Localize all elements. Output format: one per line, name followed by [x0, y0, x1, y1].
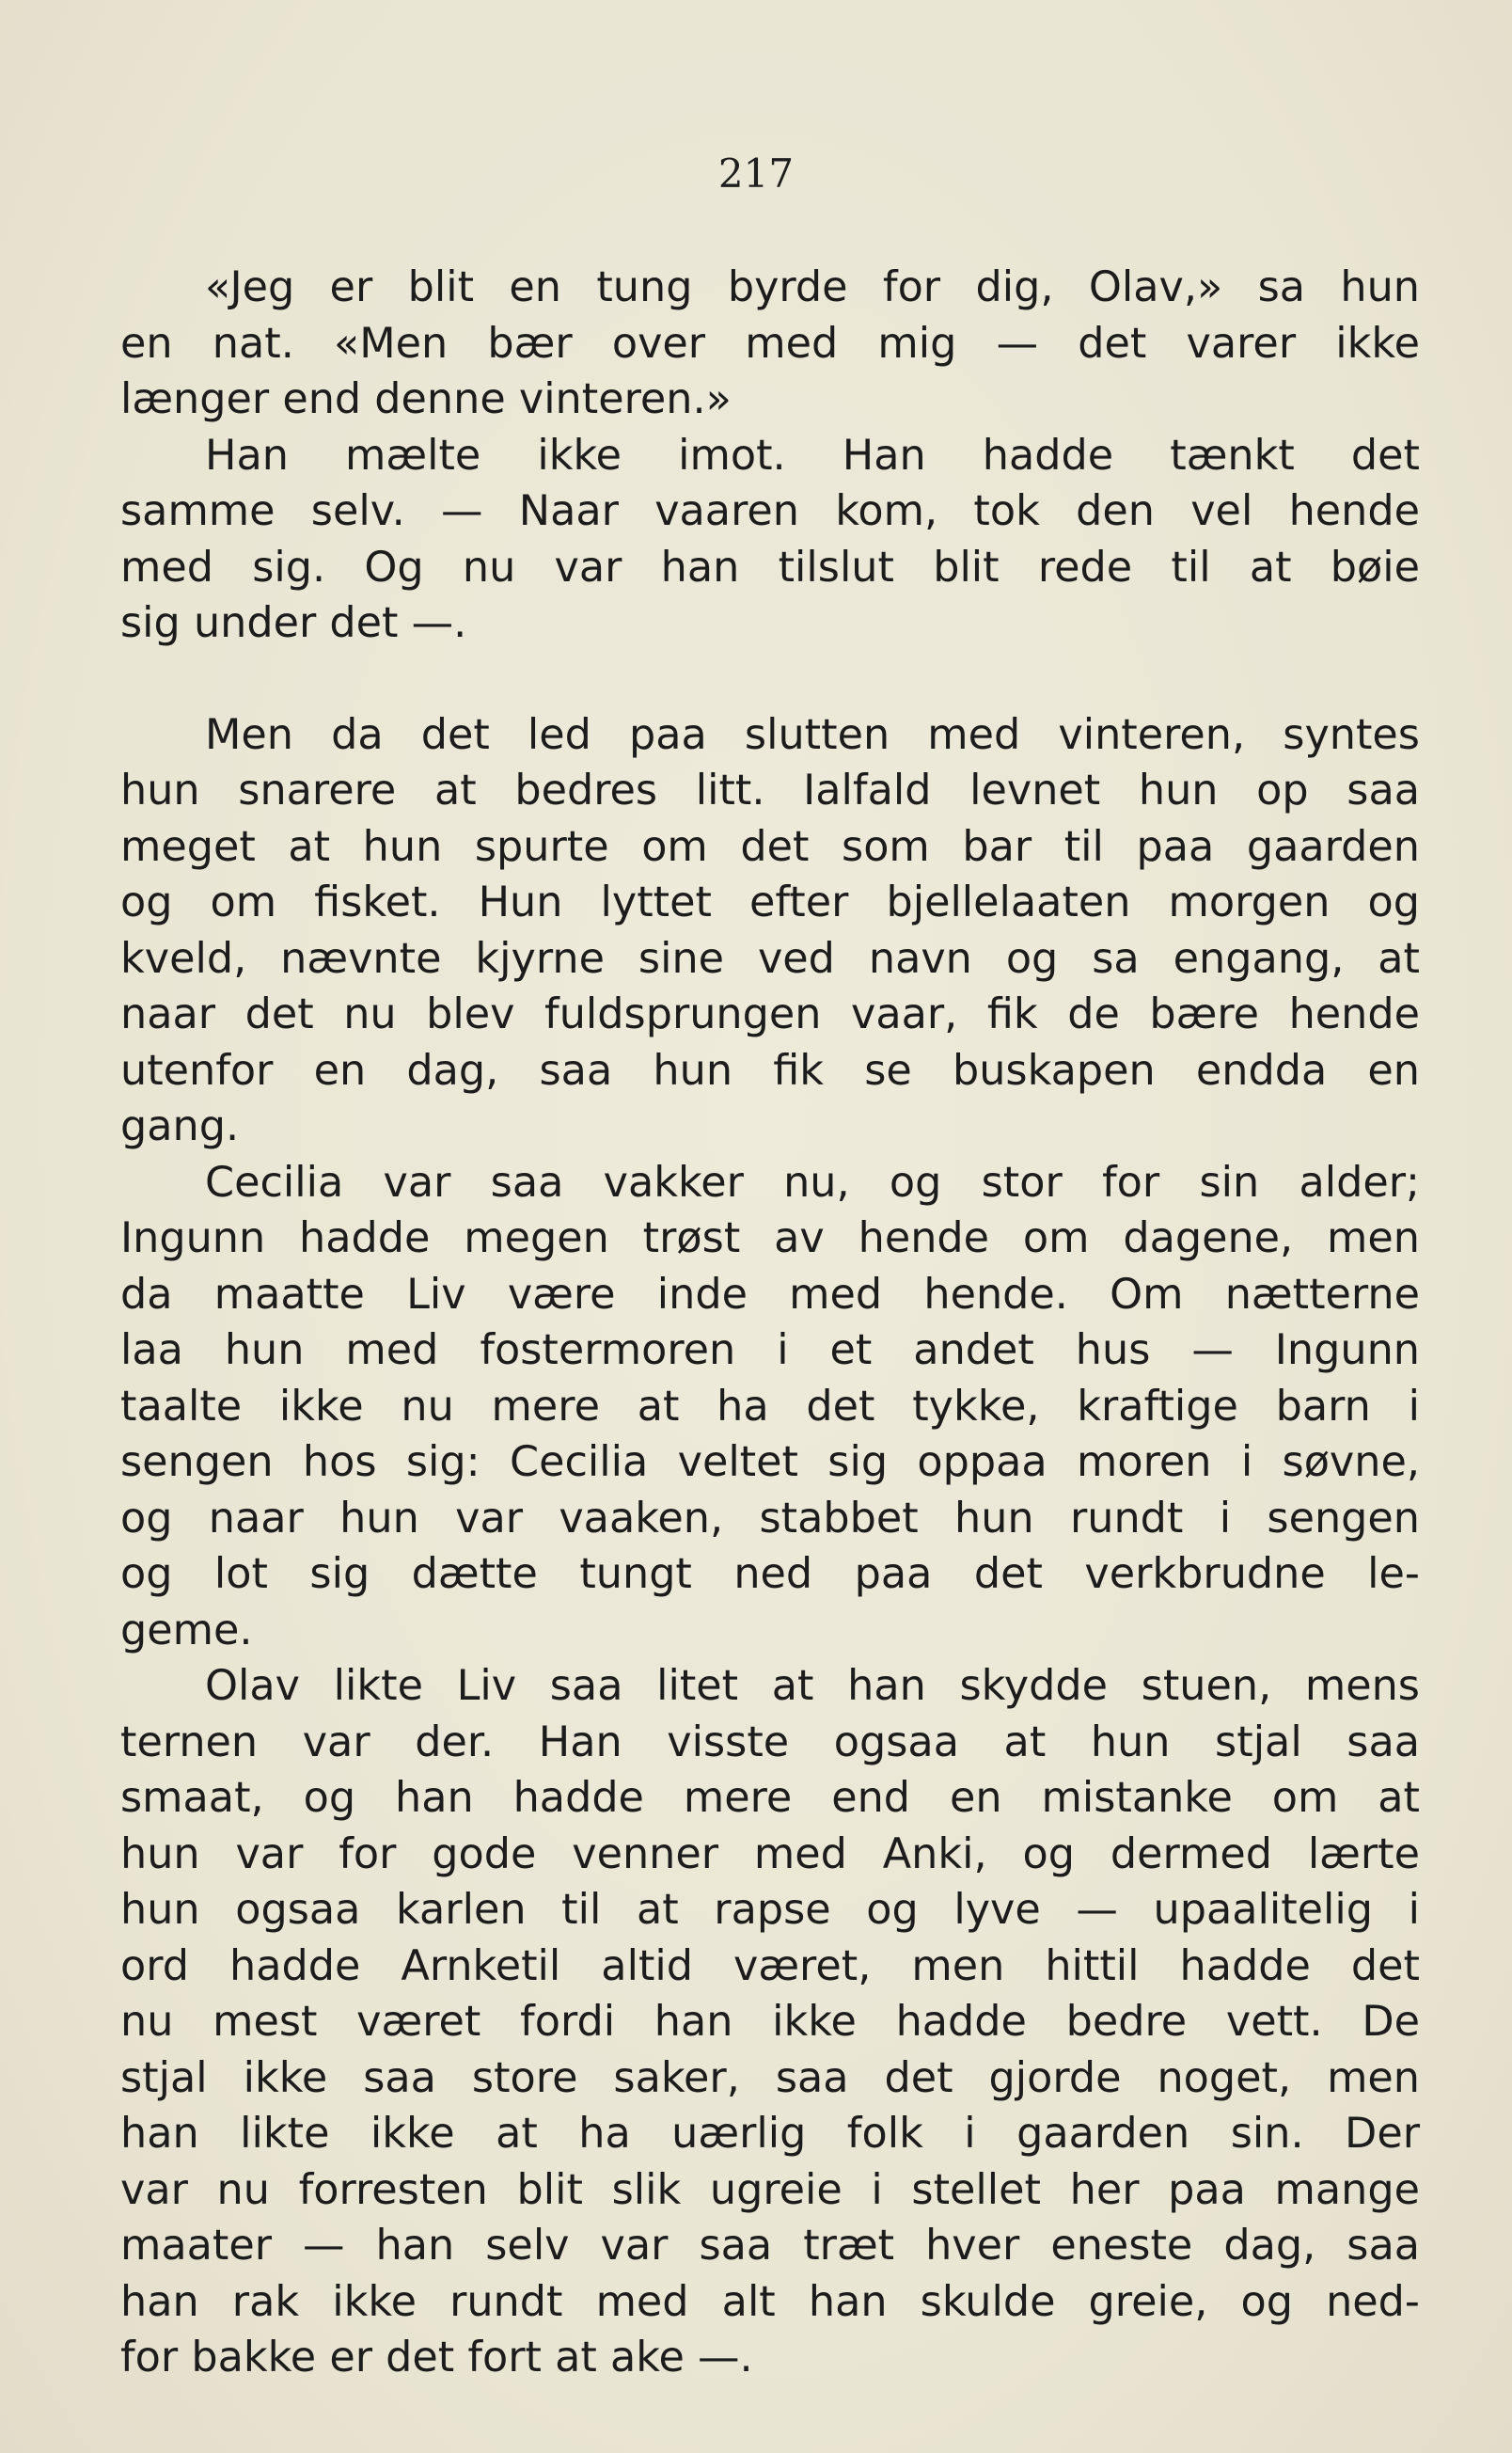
text-line: nu mest været fordi han ikke hadde bedre vett. De	[120, 1998, 1420, 2046]
text-line: Han mælte ikke imot. Han hadde tænkt det	[205, 431, 1420, 480]
text-line: gang.	[120, 1102, 240, 1150]
text-line: hun snarere at bedres litt. Ialfald levnet hun op saa	[120, 767, 1420, 815]
text-line: og lot sig dætte tungt ned paa det verkbrudne le-	[120, 1550, 1420, 1598]
text-line: for bakke er det fort at ake —.	[120, 2334, 753, 2382]
text-line: laa hun med fostermoren i et andet hus — Ingunn	[120, 1326, 1420, 1374]
text-line: geme.	[120, 1606, 253, 1654]
text-line: sig under det —.	[120, 599, 467, 647]
text-line: smaat, og han hadde mere end en mistanke om at	[120, 1774, 1420, 1822]
text-line: han rak ikke rundt med alt han skulde greie, og ned-	[120, 2277, 1420, 2326]
text-line: taalte ikke nu mere at ha det tykke, kraftige barn i	[120, 1382, 1420, 1431]
text-line: kveld, nævnte kjyrne sine ved navn og sa engang, at	[120, 934, 1420, 983]
text-line: «Jeg er blit en tung byrde for dig, Olav,» sa hun	[205, 263, 1420, 311]
text-line: han likte ikke at ha uærlig folk i gaarden sin. Der	[120, 2110, 1420, 2158]
text-line: og om fisket. Hun lyttet efter bjellelaaten morgen og	[120, 878, 1420, 926]
text-line: hun ogsaa karlen til at rapse og lyve — upaalitelig i	[120, 1886, 1420, 1934]
text-line: samme selv. — Naar vaaren kom, tok den vel hende	[120, 487, 1420, 535]
text-line: meget at hun spurte om det som bar til paa gaarden	[120, 822, 1420, 871]
text-line: naar det nu blev fuldsprungen vaar, fik de bære hende	[120, 990, 1420, 1038]
text-line: Men da det led paa slutten med vinteren, syntes	[205, 710, 1420, 759]
text-line: da maatte Liv være inde med hende. Om nætterne	[120, 1270, 1420, 1319]
text-line: og naar hun var vaaken, stabbet hun rundt i sengen	[120, 1494, 1420, 1543]
body-text	[120, 260, 1420, 2386]
text-line: hun var for gode venner med Anki, og dermed lærte	[120, 1829, 1420, 1878]
page-number: 217	[717, 150, 795, 197]
text-line: længer end denne vinteren.»	[120, 375, 732, 423]
text-line: ternen var der. Han visste ogsaa at hun stjal saa	[120, 1717, 1420, 1766]
text-line: med sig. Og nu var han tilslut blit rede til at bøie	[120, 543, 1420, 592]
text-line: var nu forresten blit slik ugreie i stellet her paa mange	[120, 2165, 1420, 2214]
text-line: stjal ikke saa store saker, saa det gjorde noget, men	[120, 2053, 1420, 2102]
text-line: Olav likte Liv saa litet at han skydde stuen, mens	[205, 1662, 1420, 1710]
text-line: Cecilia var saa vakker nu, og stor for sin alder;	[205, 1158, 1420, 1207]
text-line: ord hadde Arnketil altid været, men hittil hadde det	[120, 1941, 1420, 1990]
text-line: sengen hos sig: Cecilia veltet sig oppaa moren i søvne,	[120, 1438, 1420, 1486]
text-line: Ingunn hadde megen trøst av hende om dagene, men	[120, 1214, 1420, 1262]
text-line: en nat. «Men bær over med mig — det varer ikke	[120, 319, 1420, 368]
text-line: utenfor en dag, saa hun fik se buskapen endda en	[120, 1046, 1420, 1095]
text-line: maater — han selv var saa træt hver eneste dag, saa	[120, 2222, 1420, 2270]
